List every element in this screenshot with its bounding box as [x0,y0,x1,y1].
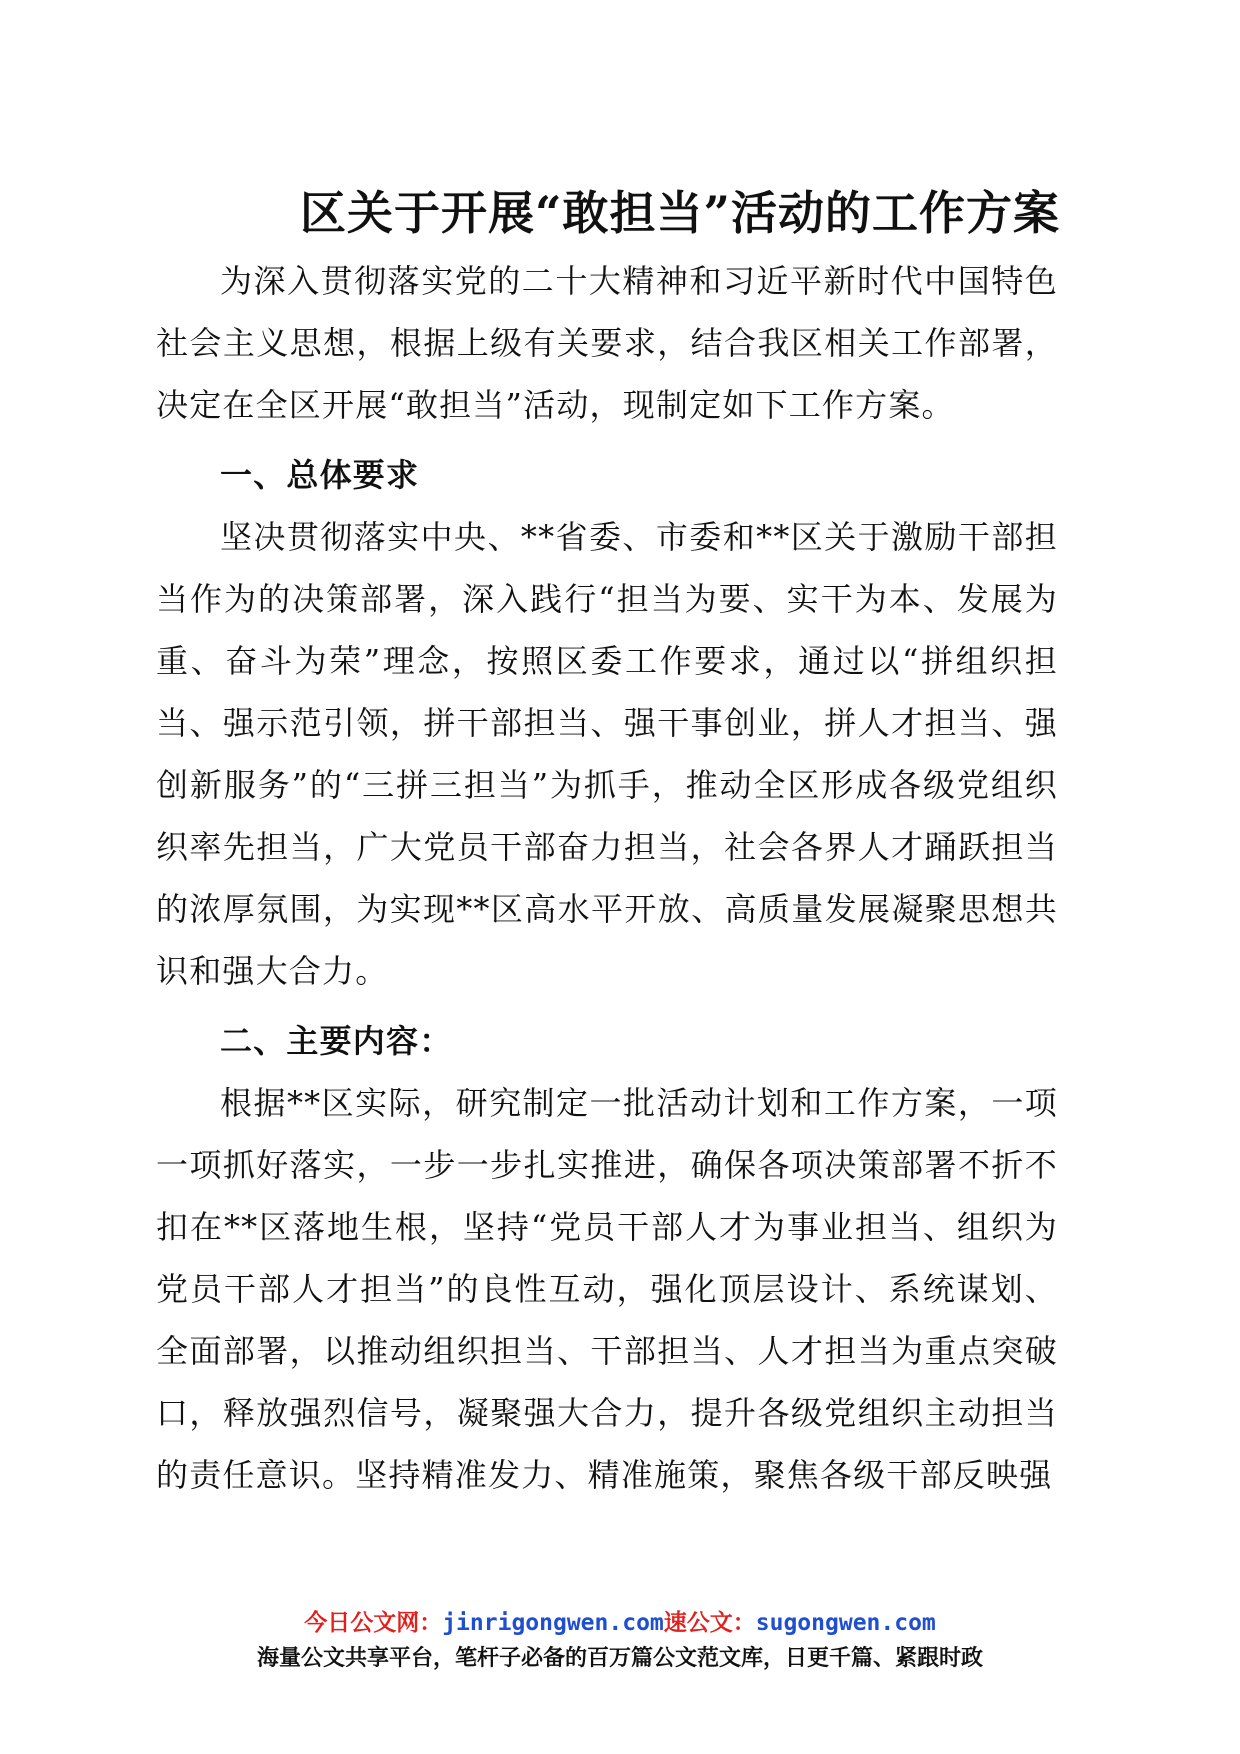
footer-banner [0,1605,1240,1677]
intro-paragraph: 为深入贯彻落实党的二十大精神和习近平新时代中国特色社会主义思想，根据上级有关要求，结合我区相关工作部署，决定在全区开展“敢担当”活动，现制定如下工作方案。 [156,262,1058,424]
site2-name: 速公文： [663,1610,756,1636]
document-body [156,250,1058,1506]
footer-sites [0,1605,1240,1641]
site1-name: 今日公文网： [304,1610,443,1636]
document-title: 区关于开展“敢担当”活动的工作方案 [300,186,1060,240]
footer-slogan: 海量公文共享平台，笔杆子必备的百万篇公文范文库，日更千篇、紧跟时政 [256,1646,983,1671]
section-paragraph-general-requirements: 坚决贯彻落实中央、**省委、市委和**区关于激励干部担当作为的决策部署，深入践行“担当为要、实干为本、发展为重、奋斗为荣”理念，按照区委工作要求，通过以“拼组织担当、强示范引领，拼干部担当、强干事创业，拼人才担当、强创新服务”的“三拼三担当”为抓手，推动全区形成各级党组织织率先担当，广大党员干部奋力担当，社会各界人才踊跃担当的浓厚氛围，为实现**区高水平开放、高质量发展凝聚思想共识和强大合力。 [156,518,1058,990]
section-heading-general-requirements: 一、总体要求 [220,456,420,494]
site2-url-link[interactable]: sugongwen.com [755,1610,936,1636]
section-paragraph-main-content: 根据**区实际，研究制定一批活动计划和工作方案，一项一项抓好落实，一步一步扎实推进，确保各项决策部署不折不扣在**区落地生根，坚持“党员干部人才为事业担当、组织为党员干部人才担当”的良性互动，强化顶层设计、系统谋划、全面部署，以推动组织担当、干部担当、人才担当为重点突破口，释放强烈信号，凝聚强大合力，提升各级党组织主动担当的责任意识。坚持精准发力、精准施策，聚焦各级干部反映强 [156,1084,1058,1494]
section-heading-main-content: 二、主要内容： [220,1022,453,1060]
site1-url-link[interactable]: jinrigongwen.com [442,1610,664,1636]
